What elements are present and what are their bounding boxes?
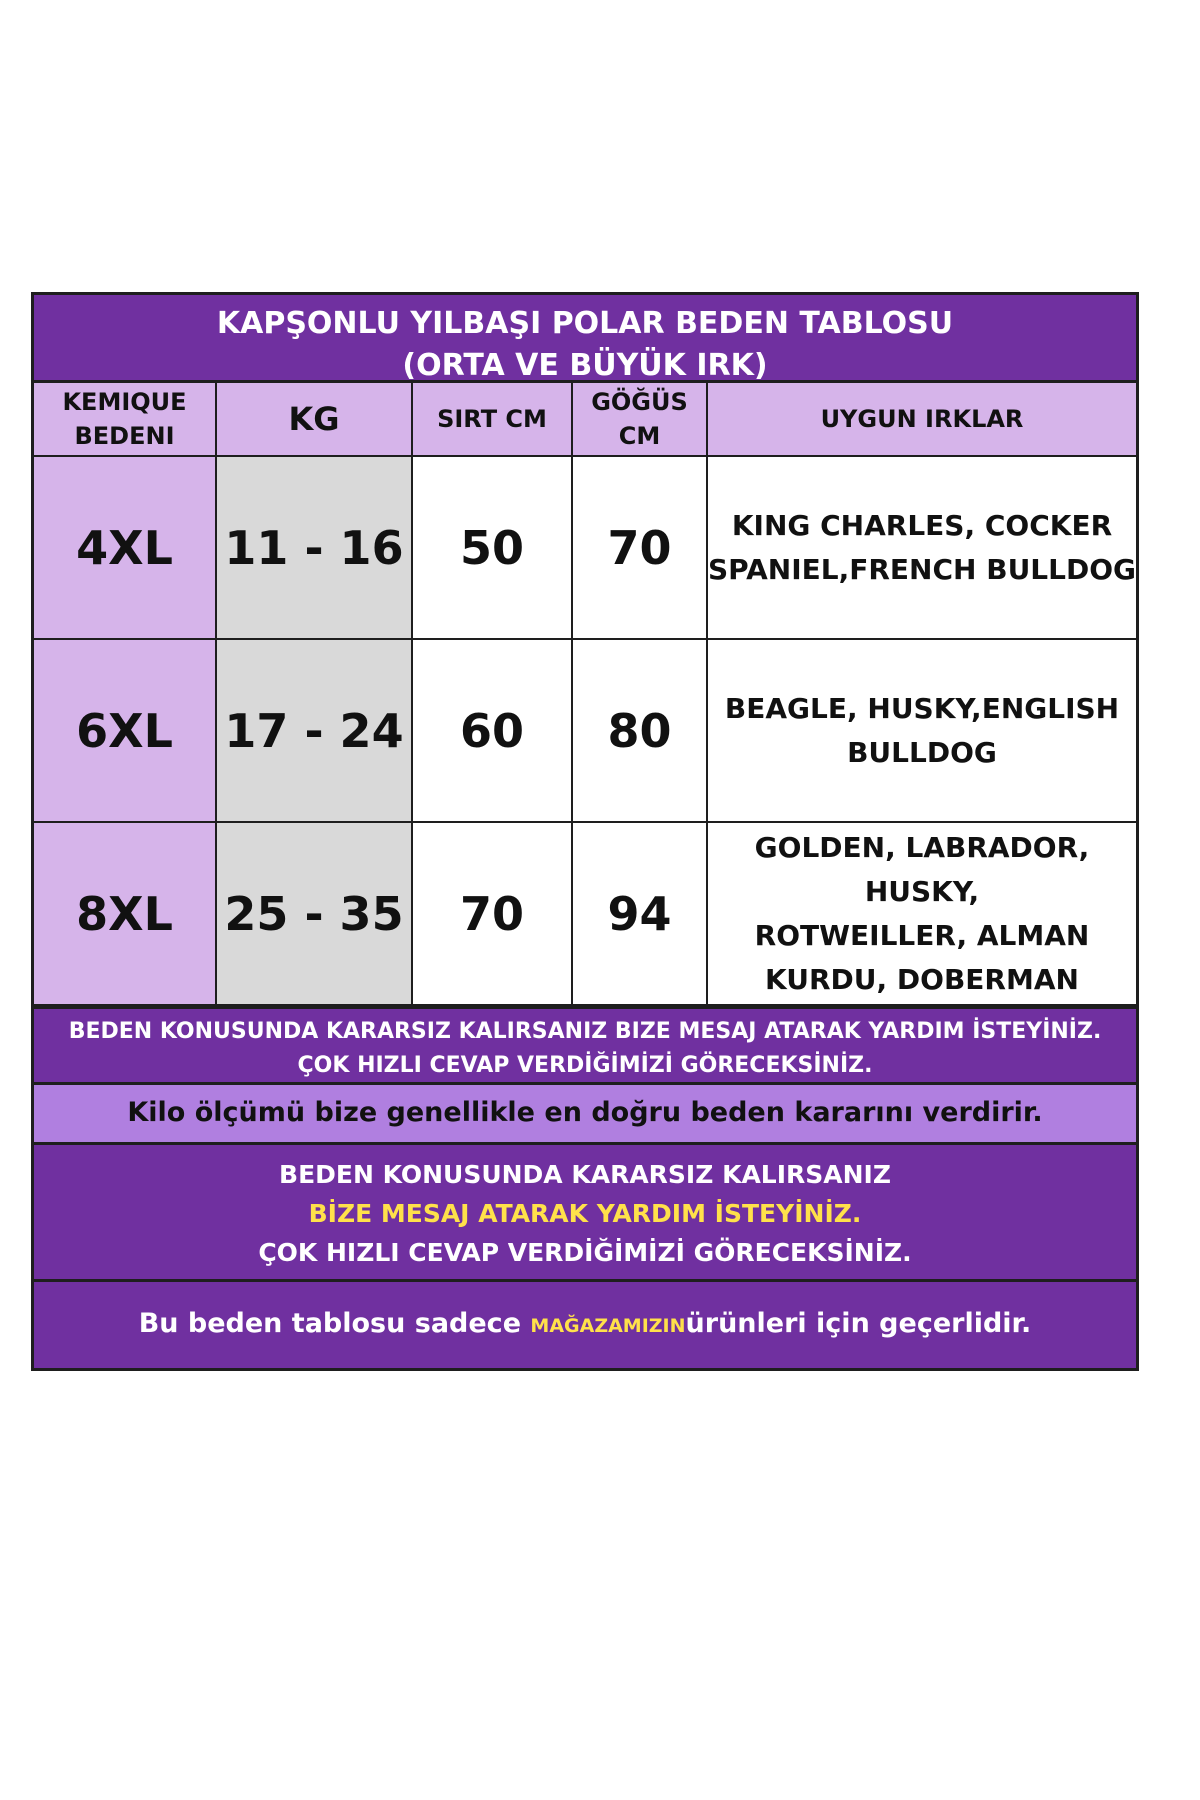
help-note-large-line3: ÇOK HIZLI CEVAP VERDİĞİMİZİ GÖRECEKSİNİZ.	[258, 1238, 912, 1267]
kg-cell: 17 - 24	[216, 639, 412, 822]
table-header-row	[34, 383, 1136, 456]
header-kg: KG	[216, 383, 412, 456]
kg-cell: 25 - 35	[216, 822, 412, 1005]
chart-title-line1: KAPŞONLU YILBAŞI POLAR BEDEN TABLOSU	[216, 306, 954, 341]
breeds-line: KING CHARLES, COCKER	[731, 508, 1113, 542]
chart-title	[34, 295, 1136, 383]
breeds-cell	[707, 456, 1136, 639]
chest-cell: 70	[572, 456, 707, 639]
header-back: SIRT CM	[412, 383, 572, 456]
breeds-line: BULLDOG	[847, 735, 997, 769]
size-cell: 8XL	[34, 822, 216, 1005]
size-table	[34, 383, 1136, 1006]
header-chest	[572, 383, 707, 456]
breeds-line: SPANIEL,FRENCH BULLDOG	[708, 552, 1137, 586]
size-cell: 6XL	[34, 639, 216, 822]
chest-cell: 94	[572, 822, 707, 1005]
chest-cell: 80	[572, 639, 707, 822]
help-note-large	[34, 1142, 1136, 1279]
breeds-line: GOLDEN, LABRADOR, HUSKY,	[754, 830, 1090, 908]
breeds-cell	[707, 822, 1136, 1005]
breeds-line: KURDU, DOBERMAN	[765, 962, 1079, 996]
table-row	[34, 822, 1136, 1005]
breeds-cell	[707, 639, 1136, 822]
help-note-large-line1: BEDEN KONUSUNDA KARARSIZ KALIRSANIZ	[279, 1160, 891, 1189]
back-cell: 60	[412, 639, 572, 822]
header-breeds: UYGUN IRKLAR	[707, 383, 1136, 456]
store-disclaimer	[34, 1279, 1136, 1368]
header-chest-line2: CM	[618, 422, 661, 450]
table-row	[34, 456, 1136, 639]
breeds-line: ROTWEILLER, ALMAN	[754, 918, 1090, 952]
header-chest-line1: GÖĞÜS	[591, 388, 688, 416]
header-size-line1: KEMIQUE	[62, 388, 187, 416]
weight-tip: Kilo ölçümü bize genellikle en doğru beden kararını verdirir.	[34, 1082, 1136, 1142]
breeds-line: BEAGLE, HUSKY,ENGLISH	[724, 691, 1120, 725]
store-name: MAĞAZAMIZIN	[530, 1315, 686, 1337]
kg-cell: 11 - 16	[216, 456, 412, 639]
back-cell: 70	[412, 822, 572, 1005]
table-row	[34, 639, 1136, 822]
help-note-small	[34, 1006, 1136, 1082]
size-chart	[31, 292, 1139, 1371]
disclaimer-text-after: ürünleri için geçerlidir.	[685, 1308, 1032, 1339]
help-note-small-line2: ÇOK HIZLI CEVAP VERDİĞİMİZİ GÖRECEKSİNİZ.	[297, 1053, 873, 1078]
help-note-large-line2: BİZE MESAJ ATARAK YARDIM İSTEYİNİZ.	[308, 1199, 862, 1228]
chart-title-line2: (ORTA VE BÜYÜK IRK)	[402, 348, 768, 383]
back-cell: 50	[412, 456, 572, 639]
size-cell: 4XL	[34, 456, 216, 639]
disclaimer-text-before: Bu beden tablosu sadece	[138, 1308, 531, 1339]
header-size	[34, 383, 216, 456]
header-size-line2: BEDENI	[74, 422, 175, 450]
help-note-small-line1: BEDEN KONUSUNDA KARARSIZ KALIRSANIZ BIZE MESAJ ATARAK YARDIM İSTEYİNİZ.	[68, 1019, 1102, 1044]
